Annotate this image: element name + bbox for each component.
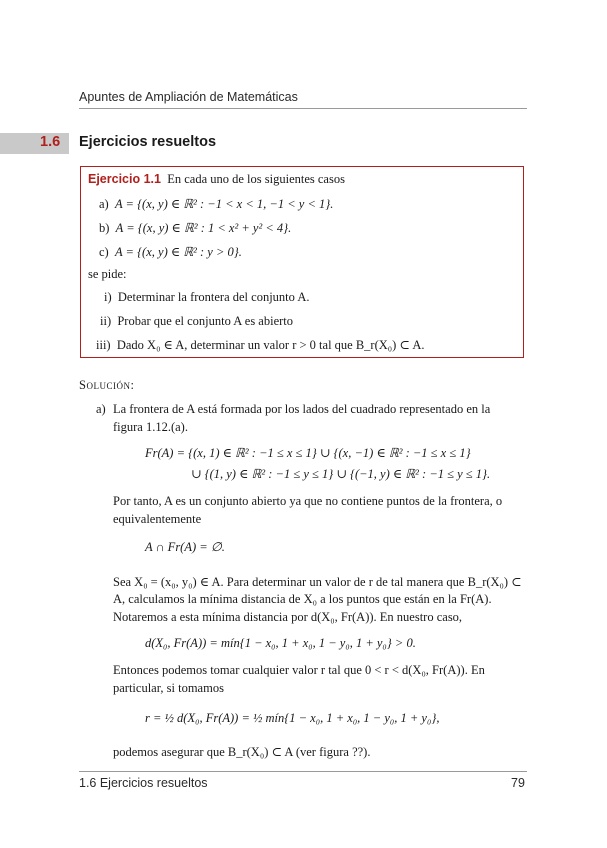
footer-section-label: 1.6 Ejercicios resueltos bbox=[79, 776, 208, 790]
solution-item-tag: a) bbox=[96, 402, 106, 416]
equation-distance: d(X₀, Fr(A)) = mín{1 − x₀, 1 + x₀, 1 − y₀, 1 + y₀} > 0. bbox=[145, 636, 416, 650]
task-ii bbox=[100, 314, 293, 329]
task-tag: i) bbox=[104, 290, 112, 304]
paragraph-line: Entonces podemos tomar cualquier valor r tal que 0 < r < d(X₀, Fr(A)). En bbox=[113, 663, 485, 677]
paragraph-line: La frontera de A está formada por los lados del cuadrado representado en la bbox=[113, 402, 491, 416]
task-text: Determinar la frontera del conjunto A. bbox=[117, 290, 310, 304]
equation-radius: r = ½ d(X₀, Fr(A)) = ½ mín{1 − x₀, 1 + x₀, 1 − y₀, 1 + y₀}, bbox=[145, 711, 440, 725]
paragraph-line: Notaremos a esta mínima distancia por d(X₀, Fr(A)). En nuestro caso, bbox=[113, 610, 463, 624]
case-tag: a) bbox=[99, 197, 109, 211]
paragraph-line: figura 1.12.(a). bbox=[113, 420, 188, 434]
paragraph-line: podemos asegurar que B_r(X₀) ⊂ A (ver figura ??). bbox=[113, 745, 371, 759]
case-b bbox=[99, 220, 291, 236]
solution-heading: Solución: bbox=[79, 378, 135, 392]
header-rule bbox=[79, 108, 527, 109]
case-a bbox=[99, 196, 333, 212]
task-text: Probar que el conjunto A es abierto bbox=[117, 314, 294, 328]
exercise-intro: En cada uno de los siguientes casos bbox=[167, 172, 345, 186]
paragraph-line: Por tanto, A es un conjunto abierto ya que no contiene puntos de la frontera, o bbox=[113, 494, 503, 508]
equation-frontier-line2: ∪ {(1, y) ∈ ℝ² : −1 ≤ y ≤ 1} ∪ {(−1, y) ∈ ℝ² : −1 ≤ y ≤ 1}. bbox=[191, 467, 491, 481]
case-text: A = {(x, y) ∈ ℝ² : −1 < x < 1, −1 < y < 1}. bbox=[114, 197, 334, 211]
equation-frontier-line1: Fr(A) = {(x, 1) ∈ ℝ² : −1 ≤ x ≤ 1} ∪ {(x, −1) ∈ ℝ² : −1 ≤ x ≤ 1} bbox=[145, 446, 471, 460]
exercise-intro-line bbox=[88, 172, 345, 187]
footer-rule bbox=[79, 771, 527, 772]
section-title: Ejercicios resueltos bbox=[79, 134, 217, 150]
case-c bbox=[99, 244, 242, 260]
se-pide: se pide: bbox=[88, 267, 127, 281]
paragraph-line: particular, si tomamos bbox=[113, 681, 224, 695]
task-tag: ii) bbox=[100, 314, 112, 328]
case-tag: c) bbox=[99, 245, 109, 259]
equation-intersection: A ∩ Fr(A) = ∅. bbox=[145, 540, 225, 554]
task-iii bbox=[96, 337, 425, 353]
paragraph-line: equivalentemente bbox=[113, 512, 202, 526]
task-text: Dado X₀ ∈ A, determinar un valor r > 0 tal que B_r(X₀) ⊂ A. bbox=[116, 338, 425, 352]
task-i bbox=[104, 290, 310, 305]
case-tag: b) bbox=[99, 221, 110, 235]
page-number: 79 bbox=[511, 776, 525, 790]
case-text: A = {(x, y) ∈ ℝ² : 1 < x² + y² < 4}. bbox=[115, 221, 292, 235]
case-text: A = {(x, y) ∈ ℝ² : y > 0}. bbox=[114, 245, 242, 259]
section-number: 1.6 bbox=[40, 134, 61, 150]
task-tag: iii) bbox=[96, 338, 111, 352]
exercise-box bbox=[80, 166, 524, 358]
exercise-label: Ejercicio 1.1 bbox=[88, 172, 161, 186]
running-header: Apuntes de Ampliación de Matemáticas bbox=[79, 90, 298, 104]
paragraph-line: A, calculamos la mínima distancia de X₀ a los puntos que están en la Fr(A). bbox=[113, 592, 492, 606]
paragraph-line: Sea X₀ = (x₀, y₀) ∈ A. Para determinar un valor de r de tal manera que B_r(X₀) ⊂ bbox=[113, 575, 522, 589]
